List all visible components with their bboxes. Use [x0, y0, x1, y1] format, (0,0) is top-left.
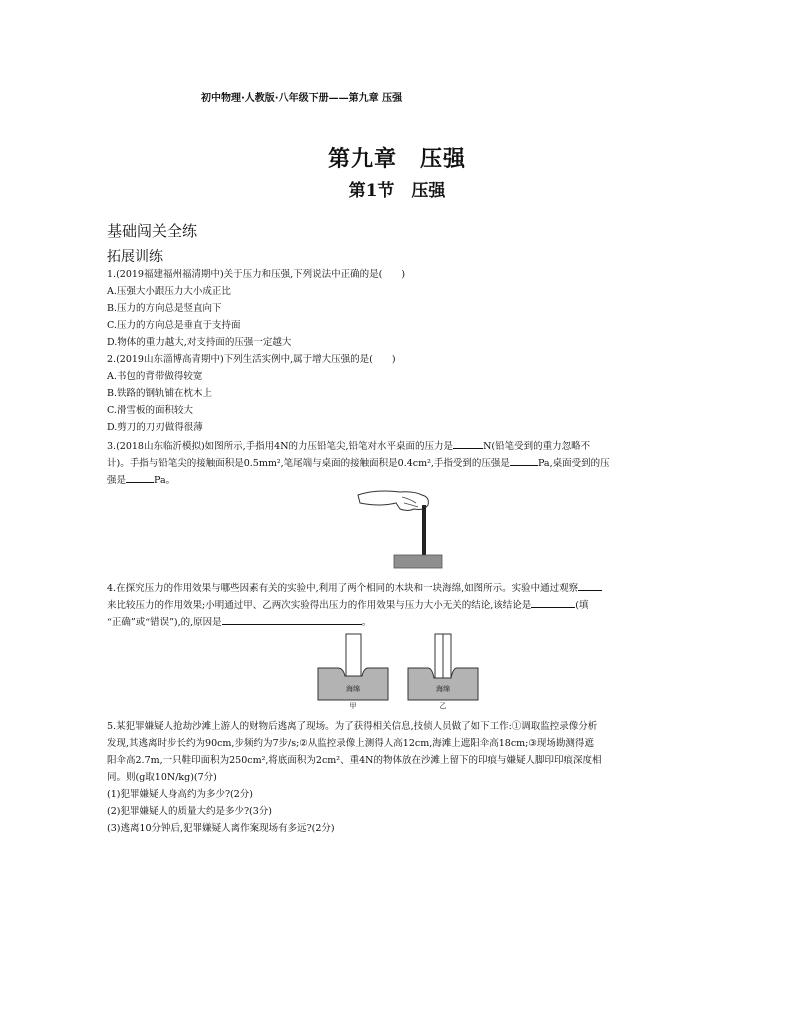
q5-line-1: 5.某犯罪嫌疑人抢劫沙滩上游人的财物后逃离了现场。为了获得相关信息,技侦人员做了如下工作:①调取监控录像分析 [107, 721, 598, 732]
q5-sub-3: (3)逃离10分钟后,犯罪嫌疑人离作案现场有多远?(2分) [107, 823, 335, 834]
q4-text-2a: 来比较压力的作用效果;小明通过甲、乙两次实验得出压力的作用效果与压力大小无关的结论,该结论是 [107, 600, 532, 611]
q4-line-1 [107, 580, 602, 596]
q3-line-2 [107, 455, 610, 471]
q2-option-b: B.铁路的钢轨铺在枕木上 [107, 388, 213, 399]
q3-hand-pencil-figure [356, 485, 446, 570]
heading-extension: 拓展训练 [107, 249, 163, 265]
chapter-title: 第九章 压强 [327, 146, 466, 172]
q1-option-a: A.压强大小跟压力大小成正比 [107, 286, 231, 297]
q4-text-3a: “正确”或“错误”),的,原因是 [107, 617, 222, 628]
q5-sub-2: (2)犯罪嫌疑人的质量大约是多少?(3分) [107, 806, 273, 817]
q5-line-4: 同。则(g取10N/kg)(7分) [107, 772, 217, 783]
q3-text-1a: 3.(2018山东临沂模拟)如图所示,手指用4N的力压铅笔尖,铅笔对水平桌面的压力是 [107, 441, 454, 452]
q1-stem: 1.(2019福建福州福清期中)关于压力和压强,下列说法中正确的是( ) [107, 269, 406, 280]
q5-sub-1: (1)犯罪嫌疑人身高约为多少?(2分) [107, 789, 254, 800]
q3-blank-force[interactable] [453, 438, 483, 449]
sponge-label-right: 海绵 [436, 685, 450, 693]
q2-stem: 2.(2019山东淄博高青期中)下列生活实例中,属于增大压强的是( ) [107, 354, 396, 365]
q4-blank-reason[interactable] [222, 614, 362, 625]
q3-blank-finger-pressure[interactable] [510, 455, 538, 466]
q3-text-3b: Pa。 [154, 475, 176, 486]
q2-option-d: D.剪刀的刀刃做得很薄 [107, 422, 203, 433]
q5-line-3: 阳伞高2.7m,一只鞋印面积为250cm²,将底面积为2cm²、重4N的物体放在沙滩上留下的印痕与嫌疑人脚印印痕深度相 [107, 755, 602, 766]
q4-text-1a: 4.在探究压力的作用效果与哪些因素有关的实验中,利用了两个相同的木块和一块海绵,如图所示。实验中通过观察 [107, 583, 579, 594]
q1-option-c: C.压力的方向总是垂直于支持面 [107, 320, 241, 331]
block-right-2 [443, 634, 451, 678]
q5-line-2: 发现,其逃离时步长约为90cm,步频约为7步/s;②从监控录像上测得人高12cm,海滩上遮阳伞高18cm;③现场勘测得遮 [107, 738, 594, 749]
q1-option-b: B.压力的方向总是竖直向下 [107, 303, 222, 314]
sponge-label-left: 海绵 [346, 685, 360, 693]
q3-text-2a: 计)。手指与铅笔尖的接触面积是0.5mm²,笔尾端与桌面的接触面积是0.4cm²,手指受到的压强是 [107, 458, 510, 469]
q4-text-2b: (填 [575, 600, 589, 611]
q3-text-2b: Pa,桌面受到的压 [537, 458, 610, 469]
q4-sponge-figure [310, 630, 490, 710]
caption-right: 乙 [439, 702, 447, 710]
q4-line-2 [107, 597, 588, 613]
desk-block [394, 555, 442, 568]
q4-blank-observe[interactable] [578, 580, 602, 591]
q2-option-a: A.书包的背带做得较宽 [107, 371, 203, 382]
q4-text-3b: 。 [361, 617, 372, 628]
q4-line-3 [107, 614, 371, 630]
pencil [422, 505, 426, 555]
block-right-1 [435, 634, 443, 678]
q1-option-d: D.物体的重力越大,对支持面的压强一定越大 [107, 337, 292, 348]
q4-blank-judgement[interactable] [531, 597, 575, 608]
q3-text-3a: 强是 [107, 475, 127, 486]
q3-text-1b: N(铅笔受到的重力忽略不 [483, 441, 591, 452]
page-header: 初中物理·人教版·八年级下册——第九章 压强 [201, 93, 403, 104]
hand-shape [358, 491, 428, 511]
heading-basic: 基础闯关全练 [107, 222, 198, 240]
q3-blank-desk-pressure[interactable] [126, 472, 154, 483]
q3-line-3 [107, 472, 175, 488]
block-left [346, 634, 361, 676]
section-title: 第1节 压强 [348, 181, 446, 201]
q2-option-c: C.滑雪板的面积较大 [107, 405, 193, 416]
q3-line-1 [107, 438, 590, 454]
caption-left: 甲 [349, 702, 357, 710]
